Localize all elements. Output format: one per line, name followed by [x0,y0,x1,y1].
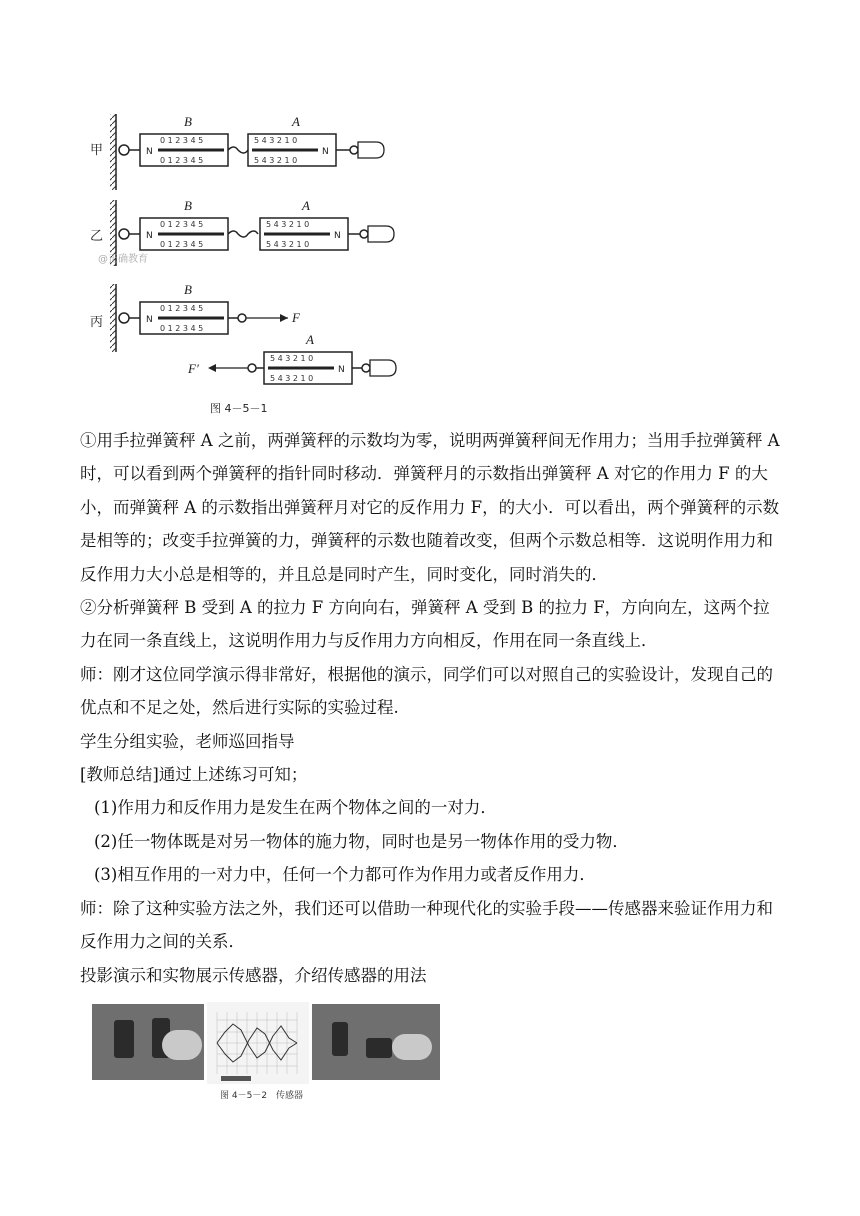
svg-text:N: N [322,147,329,157]
scale-a-label-2: A [302,198,310,213]
sensor-photo-left [92,1004,204,1080]
scale-b-label-3: B [184,282,192,297]
row-label-yi: 乙 [90,229,104,244]
paragraph-sensor-intro: 师：除了这种实验方法之外，我们还可以借助一种现代化的实验手段——传感器来验证作用力和反作用力之间的关系． [80,898,773,952]
scale-b-row-2 [119,218,228,250]
summary-point-3: (3)相互作用的一对力中，任何一个力都可作为作用力或者反作用力． [94,865,596,885]
scale-a-label-1: A [292,114,300,129]
paragraph-group-experiment: 学生分组实验，老师巡回指导 [80,731,295,751]
scale-b-label-2: B [184,198,192,213]
summary-point-2: (2)任一物体既是对另一物体的施力物，同时也是另一物体作用的受力物． [94,831,629,851]
svg-text:0 1 2 3 4 5: 0 1 2 3 4 5 [160,240,204,249]
figure-sensor-photos [80,1000,450,1104]
body-text [80,424,780,992]
svg-text:0 1 2 3 4 5: 0 1 2 3 4 5 [160,136,204,145]
paragraph-summary-heading: [教师总结]通过上述练习可知； [80,765,308,785]
svg-text:5 4 3 2 1 0: 5 4 3 2 1 0 [266,220,310,229]
svg-text:N: N [146,315,153,325]
sensor-graph [207,1002,309,1084]
svg-text:5 4 3 2 1 0: 5 4 3 2 1 0 [270,354,314,363]
svg-text:N: N [334,231,341,241]
figure1-caption: 图 4－5－1 [210,402,268,415]
hand-icon [368,226,394,242]
paragraph-observation: ①用手拉弹簧秤 A 之前，两弹簧秤的示数均为零，说明两弹簧秤间无作用力；当用手拉弹簧秤 A 时，可以看到两个弹簧秤的指针同时移动．弹簧秤月的示数指出弹簧秤 A 对它的作用力 F 的大小，而弹簧秤 A 的示数指出弹簧秤月对它的反作用力 F，的大小．可以看出，两个弹簧秤的示数是相等的；改变手拉弹簧的力，弹簧秤的示数也随着改变，但两个示数总相等．这说明作用力和反作用力大小总是相等的，并且总是同时产生，同时变化，同时消失的． [80,431,780,584]
paragraph-analysis: ②分析弹簧秤 B 受到 A 的拉力 F 方向向右，弹簧秤 A 受到 B 的拉力 F，方向向左，这两个拉力在同一条直线上，这说明作用力与反作用力方向相反，作用在同一条直线上． [80,598,770,651]
scale-b-label-1: B [184,114,192,129]
svg-text:5 4 3 2 1 0: 5 4 3 2 1 0 [254,136,298,145]
svg-text:0 1 2 3 4 5: 0 1 2 3 4 5 [160,304,204,313]
figure-spring-scales [88,112,438,418]
svg-text:5 4 3 2 1 0: 5 4 3 2 1 0 [254,156,298,165]
svg-text:N: N [146,147,153,157]
force-f-prime-label: F′ [188,361,199,376]
summary-point-1: (1)作用力和反作用力是发生在两个物体之间的一对力． [94,798,497,818]
scale-a-row-1 [248,134,358,166]
scale-a-row-2 [260,218,368,250]
row-label-jia: 甲 [90,143,104,158]
paragraph-projection: 投影演示和实物展示传感器，介绍传感器的用法 [80,965,427,985]
svg-text:0 1 2 3 4 5: 0 1 2 3 4 5 [160,220,204,229]
figure2-caption: 图 4－5－2 传感器 [220,1091,304,1101]
row-label-bing: 丙 [90,315,104,330]
wall-row-1 [110,114,116,190]
scale-a-row-3 [208,352,370,384]
hand-icon [358,142,384,158]
hand-icon [370,360,396,376]
svg-text:0 1 2 3 4 5: 0 1 2 3 4 5 [160,156,204,165]
svg-text:5 4 3 2 1 0: 5 4 3 2 1 0 [266,240,310,249]
scale-a-label-3: A [306,332,314,347]
wall-row-3 [110,284,116,352]
force-f-label: F [292,310,300,325]
scale-b-row-3 [119,302,288,334]
svg-text:0 1 2 3 4 5: 0 1 2 3 4 5 [160,324,204,333]
svg-text:N: N [338,365,345,375]
sensor-photo-right [312,1004,440,1080]
paragraph-teacher-comment: 师：刚才这位同学演示得非常好，根据他的演示，同学们可以对照自己的实验设计，发现自己的优点和不足之处，然后进行实际的实验过程. [80,664,773,718]
scale-b-row-1 [119,134,228,166]
svg-text:N: N [146,231,153,241]
svg-text:5 4 3 2 1 0: 5 4 3 2 1 0 [270,374,314,383]
watermark: @正确教育 [98,254,148,265]
